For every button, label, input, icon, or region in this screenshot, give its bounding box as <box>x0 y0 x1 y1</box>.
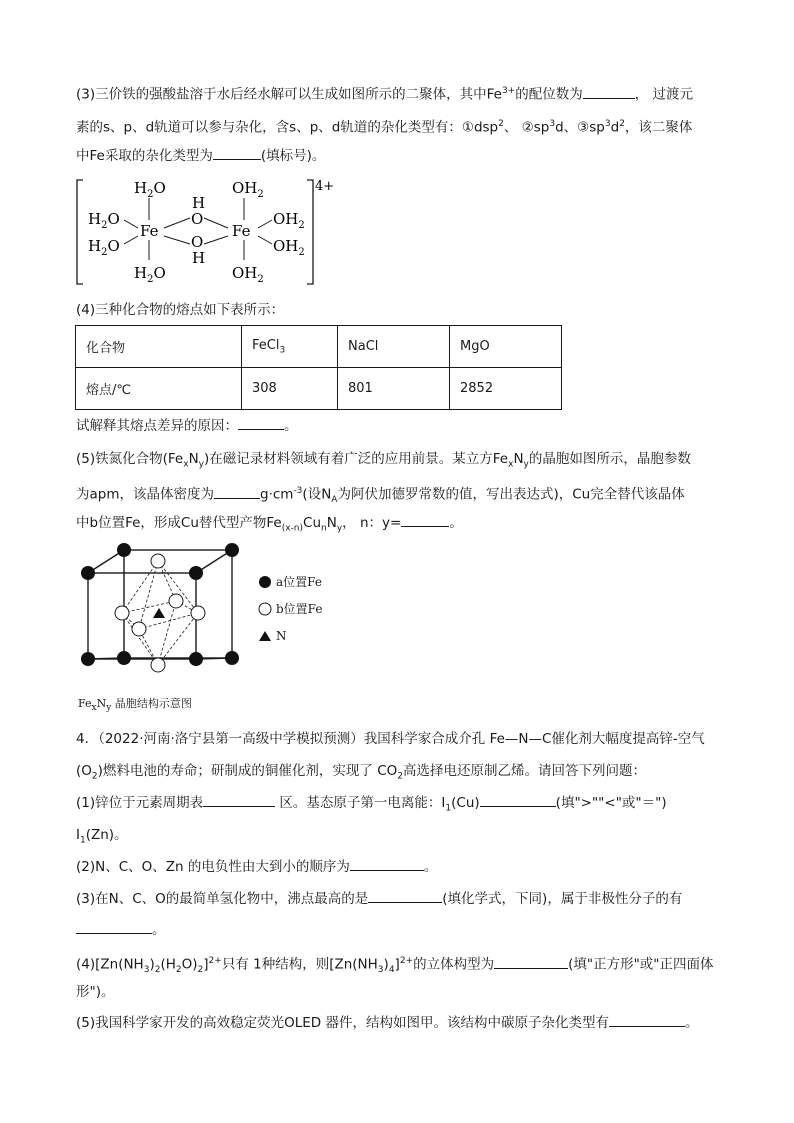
h2o-left-1: $H_2O$ <box>88 210 120 231</box>
open-circle-icon <box>258 602 272 616</box>
superscript: 3 <box>604 119 611 129</box>
text: 、 ②sp <box>503 119 550 136</box>
triangle-icon <box>258 629 272 643</box>
answer-blank[interactable] <box>76 920 152 934</box>
table-header-cell: 化合物 <box>76 326 242 368</box>
a-site-atom <box>81 652 95 666</box>
text: (4)三种化合物的熔点如下表所示： <box>76 302 285 318</box>
b-site-atom <box>151 658 165 672</box>
text: ， 过渡元 <box>634 86 694 103</box>
text: 中Fe采取的杂化类型为 <box>76 148 213 164</box>
a-site-atom <box>117 651 131 665</box>
answer-blank[interactable] <box>368 889 442 903</box>
legend-b-site: b位置Fe <box>276 602 323 616</box>
a-site-atom <box>117 543 131 557</box>
a-site-atom <box>225 543 239 557</box>
bridge-h-bottom: H <box>192 249 206 267</box>
p4-q2: (2)N、C、O、Zn 的电负性由大到小的顺序为 。 <box>76 859 438 875</box>
fe-right: Fe <box>232 222 251 240</box>
melting-point-table <box>75 325 562 410</box>
answer-blank[interactable] <box>213 146 261 160</box>
text: ，该二聚体 <box>624 119 693 136</box>
p4-q4-line-2: 形")。 <box>76 984 115 1000</box>
fe-left: Fe <box>140 222 159 240</box>
p4-line-1: 4．（2022·河南·洛宁县第一高级中学模拟预测）我国科学家合成介孔 Fe—N—C催化剂大幅度提高锌-空气 <box>76 731 705 747</box>
answer-blank[interactable] <box>203 793 275 807</box>
h2o-bottom-left: $H_2O$ <box>134 264 166 285</box>
answer-blank[interactable] <box>494 955 568 969</box>
p4-q4-line-1: $(4)[Zn(NH_3)_2(H_2O)_2]^{2+}$只有 1种结构，则$[Zn(NH_3)_4]^{2+}$的立体构型为 (填"正方形"或"正四面体 <box>76 956 714 976</box>
oh2-right-2: $OH_2$ <box>273 237 305 258</box>
table-row <box>76 326 562 368</box>
q5-line-1: (5)铁氮化合物$(Fe_xN_y)$在磁记录材料领域有着广泛的应用前景。某立方$Fe_xN_y$的晶胞如图所示，晶胞参数 <box>76 451 691 470</box>
text: (填标号)。 <box>260 148 326 164</box>
superscript: 3 <box>549 119 556 129</box>
h2o-top-left: $H_2O$ <box>134 179 166 200</box>
q5-line-2: 为apm，该晶体密度为 $g\cdot cm^{-3}$(设$N_A$为阿伏加德罗常数的值，写出表达式)，Cu完全替代该晶体 <box>76 486 685 506</box>
figure-caption: $Fe_xN_y$ 晶胞结构示意图 <box>78 697 192 714</box>
a-site-atom <box>189 566 203 580</box>
fe-dimer-structure-diagram <box>74 172 344 290</box>
table-header-cell: NaCl <box>338 326 450 368</box>
q4-intro <box>76 300 284 320</box>
answer-blank[interactable] <box>480 793 556 807</box>
table-row <box>76 368 562 410</box>
table-cell: 308 <box>242 368 338 410</box>
p4-q1-line-2: $I_1(Zn)$。 <box>76 827 128 846</box>
text: d <box>610 119 620 136</box>
text: d、③sp <box>555 119 605 136</box>
q3-line-2 <box>76 114 692 138</box>
text: 的配位数为 <box>515 86 583 103</box>
b-site-atom <box>132 622 146 636</box>
q3-line-3 <box>76 146 325 166</box>
p4-line-2: $(O_2)$燃料电池的寿命；研制成的铜催化剂，实现了 $CO_2$高选择电还原制乙烯。请回答下列问题： <box>76 763 646 782</box>
bridge-o-bottom: O <box>191 233 204 251</box>
text: 素的s、p、d轨道可以参与杂化，含s、p、d轨道的杂化类型有：①dsp <box>76 119 499 136</box>
q5-line-3: 中b位置Fe，形成Cu替代型产物$Fe_{(x-n)}Cu_nN_y$， n：y= 。 <box>76 515 463 534</box>
oh2-right-1: $OH_2$ <box>273 210 305 231</box>
filled-circle-icon <box>258 575 272 589</box>
b-site-atom <box>191 606 205 620</box>
table-header-cell: MgO <box>450 326 562 368</box>
answer-blank[interactable] <box>238 416 284 430</box>
text: (3)三价铁的强酸盐溶于水后经水解可以生成如图所示的二聚体，其中Fe <box>76 86 502 103</box>
right-bracket <box>307 180 313 284</box>
answer-blank[interactable] <box>609 1013 685 1027</box>
b-site-atom <box>115 606 129 620</box>
p4-q3-line-2: 。 <box>76 920 166 940</box>
a-site-atom <box>189 652 203 666</box>
bridge-o-top: O <box>191 210 204 228</box>
legend-a-site: a位置Fe <box>276 575 322 589</box>
q4-explain <box>76 416 298 436</box>
oh2-bottom-right: $OH_2$ <box>232 264 264 285</box>
crystal-cell-diagram <box>76 540 246 680</box>
table-cell: 801 <box>338 368 450 410</box>
charge-label: 4+ <box>315 179 335 194</box>
left-bracket <box>77 180 83 284</box>
superscript: 3+ <box>501 86 516 96</box>
bridge-h-top: H <box>192 194 206 212</box>
h2o-left-2: $H_2O$ <box>88 237 120 258</box>
b-site-atom <box>169 594 183 608</box>
table-header-cell: FeCl$_3$ <box>242 326 338 368</box>
superscript: 2 <box>498 119 504 129</box>
p4-q5: (5)我国科学家开发的高效稳定荧光OLED 器件，结构如图甲。该结构中碳原子杂化类型有 。 <box>76 1015 699 1031</box>
text: 。 <box>284 418 298 434</box>
q3-line-1 <box>76 81 693 105</box>
a-site-atom <box>81 566 95 580</box>
table-row-label: 熔点/℃ <box>76 368 242 410</box>
superscript: 2 <box>619 119 625 129</box>
table-cell: 2852 <box>450 368 562 410</box>
text: 试解释其熔点差异的原因： <box>76 418 238 434</box>
answer-blank[interactable] <box>350 857 424 871</box>
answer-blank[interactable] <box>583 85 635 99</box>
answer-blank[interactable] <box>401 513 449 527</box>
p4-q1-line-1: (1)锌位于元素周期表 区。基态原子第一电离能：$I_1(Cu)$ (填">""<"或"＝") <box>76 795 667 814</box>
answer-blank[interactable] <box>214 485 260 499</box>
p4-q3-line-1: (3)在N、C、O的最简单氢化物中，沸点最高的是 (填化学式，下同)，属于非极性分子的有 <box>76 891 683 907</box>
n-atom-triangle-icon <box>153 608 165 618</box>
oh2-top-right: $OH_2$ <box>232 179 264 200</box>
a-site-atom <box>225 651 239 665</box>
b-site-atom <box>151 554 165 568</box>
legend-n: N <box>276 629 287 643</box>
